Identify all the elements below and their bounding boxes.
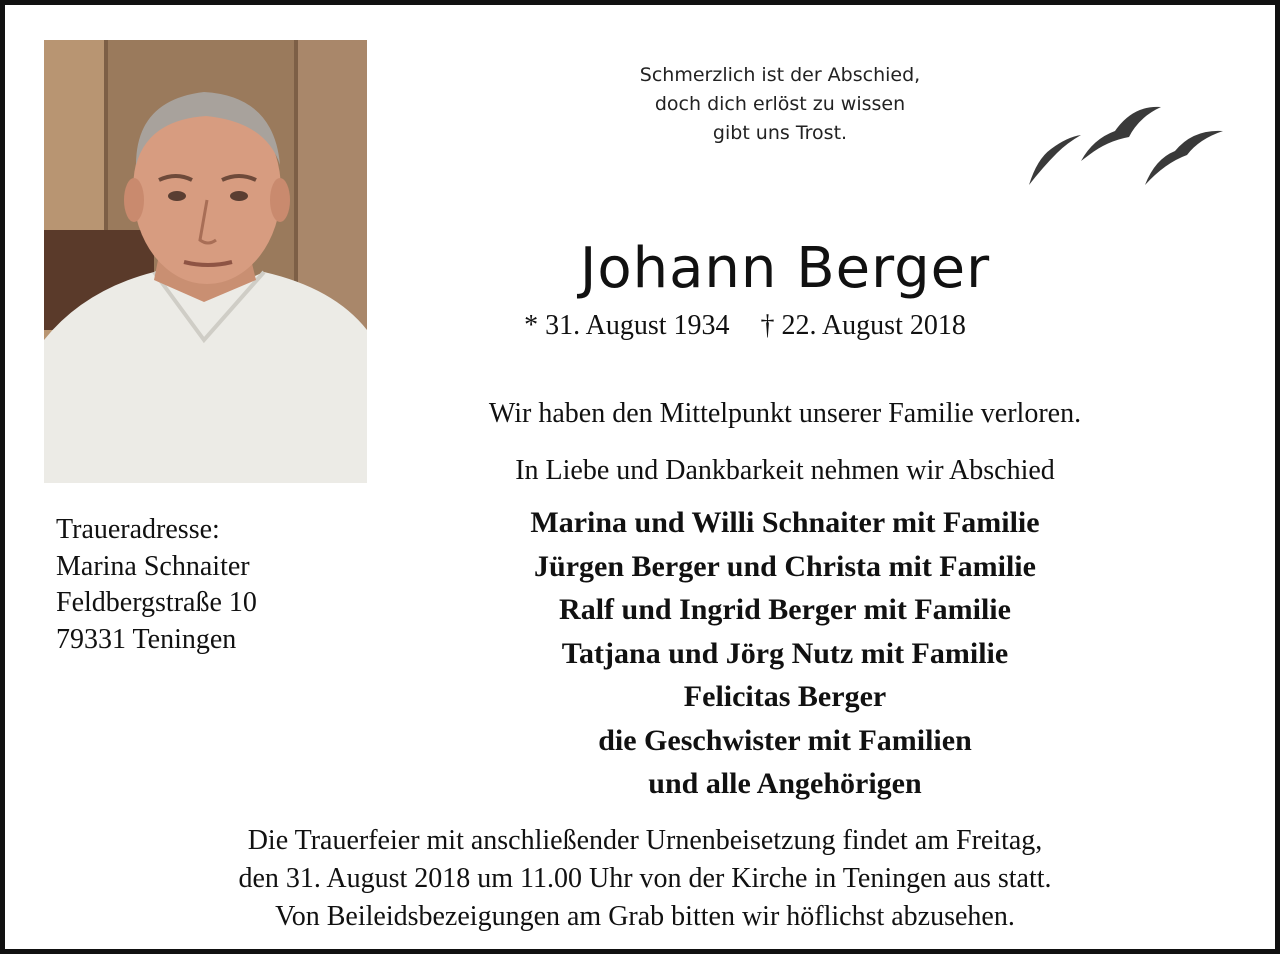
mourner: Ralf und Ingrid Berger mit Familie bbox=[559, 593, 1011, 626]
address-line: Marina Schnaiter bbox=[56, 550, 250, 582]
mourners-list bbox=[385, 501, 1185, 806]
address-line: 79331 Teningen bbox=[56, 623, 237, 655]
footer-line: Von Beileidsbezeigungen am Grab bitten wir höflichst abzusehen. bbox=[275, 901, 1015, 932]
mourner: Tatjana und Jörg Nutz mit Familie bbox=[561, 636, 1009, 670]
mourner: Jürgen Berger und Christa mit Familie bbox=[534, 549, 1036, 583]
quote-line: gibt uns Trost. bbox=[712, 122, 848, 144]
mourner: Felicitas Berger bbox=[683, 680, 887, 713]
death-date: † 22. August 2018 bbox=[760, 310, 966, 341]
mourner: die Geschwister mit Familien bbox=[598, 723, 972, 757]
footer-line: den 31. August 2018 um 11.00 Uhr von der Kirche in Teningen aus statt. bbox=[238, 863, 1052, 894]
lead-line: In Liebe und Dankbarkeit nehmen wir Abschied bbox=[515, 455, 1055, 486]
address-line: Traueradresse: bbox=[56, 514, 220, 545]
mourner: Marina und Willi Schnaiter mit Familie bbox=[530, 506, 1040, 539]
lead-line: Wir haben den Mittelpunkt unserer Familie verloren. bbox=[488, 398, 1082, 429]
portrait-illustration bbox=[44, 40, 367, 483]
quote bbox=[565, 61, 995, 148]
footer-line: Die Trauerfeier mit anschließender Urnenbeisetzung findet am Freitag, bbox=[247, 825, 1043, 856]
address-line: Feldbergstraße 10 bbox=[56, 587, 257, 618]
life-dates bbox=[475, 308, 1015, 344]
deceased-name: Johann Berger bbox=[579, 236, 991, 301]
portrait-photo bbox=[44, 40, 367, 483]
funeral-details bbox=[65, 822, 1225, 936]
mourner: und alle Angehörigen bbox=[648, 767, 922, 800]
quote-line: Schmerzlich ist der Abschied, bbox=[639, 64, 921, 86]
flying-birds-icon bbox=[1023, 101, 1233, 193]
quote-line: doch dich erlöst zu wissen bbox=[654, 93, 906, 115]
mourning-address bbox=[56, 512, 376, 658]
birth-date: * 31. August 1934 bbox=[524, 310, 730, 341]
